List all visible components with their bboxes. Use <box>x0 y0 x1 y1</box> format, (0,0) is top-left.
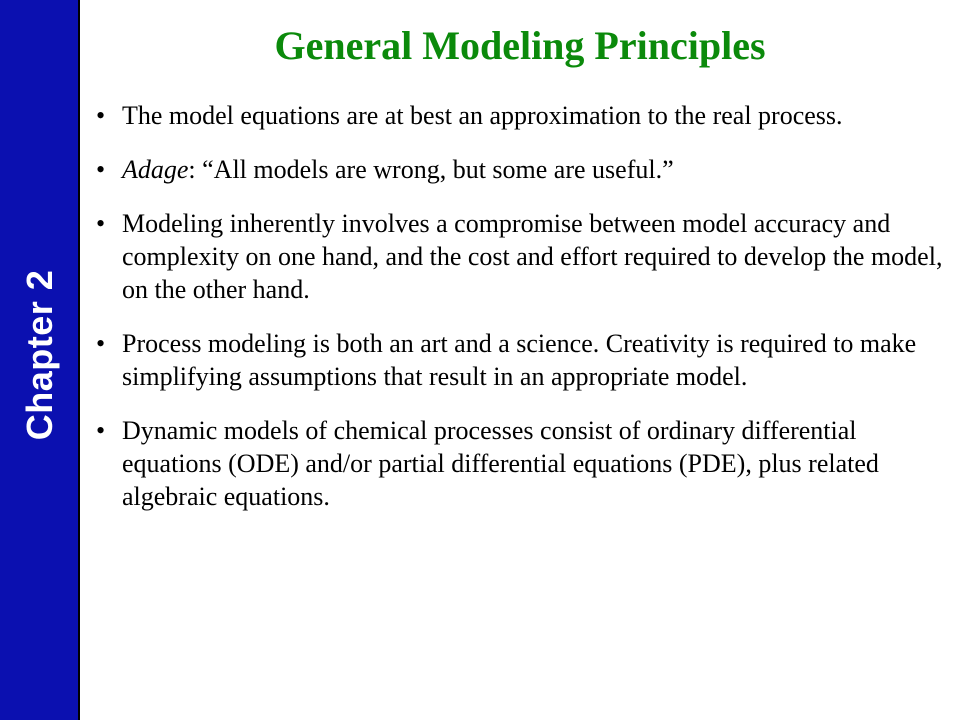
chapter-sidebar <box>0 0 80 720</box>
bullet-item <box>96 414 946 513</box>
chapter-label: Chapter 2 <box>19 269 60 441</box>
bullet-list <box>96 99 946 534</box>
bullet-icon: • <box>96 101 106 130</box>
bullet-item <box>96 207 946 306</box>
bullet-icon: • <box>96 209 106 238</box>
bullet-icon: • <box>96 329 106 358</box>
bullet-item <box>96 99 946 132</box>
bullet-text: Modeling inherently involves a compromise between model accuracy and complexity on one hand, and the cost and effort required to develop the model, on the other hand. <box>122 209 943 304</box>
bullet-text: Process modeling is both an art and a science. Creativity is required to make simplifying assumptions that result in an appropriate model. <box>122 329 917 391</box>
bullet-item <box>96 153 946 186</box>
bullet-text: The model equations are at best an approximation to the real process. <box>122 101 843 130</box>
bullet-italic-term: Adage <box>122 155 189 184</box>
bullet-text: Dynamic models of chemical processes consist of ordinary differential equations (ODE) and/or partial differential equations (PDE), plus related algebraic equations. <box>122 416 879 511</box>
bullet-icon: • <box>96 155 106 184</box>
bullet-text <box>122 153 946 186</box>
bullet-item <box>96 327 946 393</box>
slide-title: General Modeling Principles <box>274 23 766 68</box>
bullet-icon: • <box>96 416 106 445</box>
bullet-text-rest: : “All models are wrong, but some are useful.” <box>188 155 674 184</box>
